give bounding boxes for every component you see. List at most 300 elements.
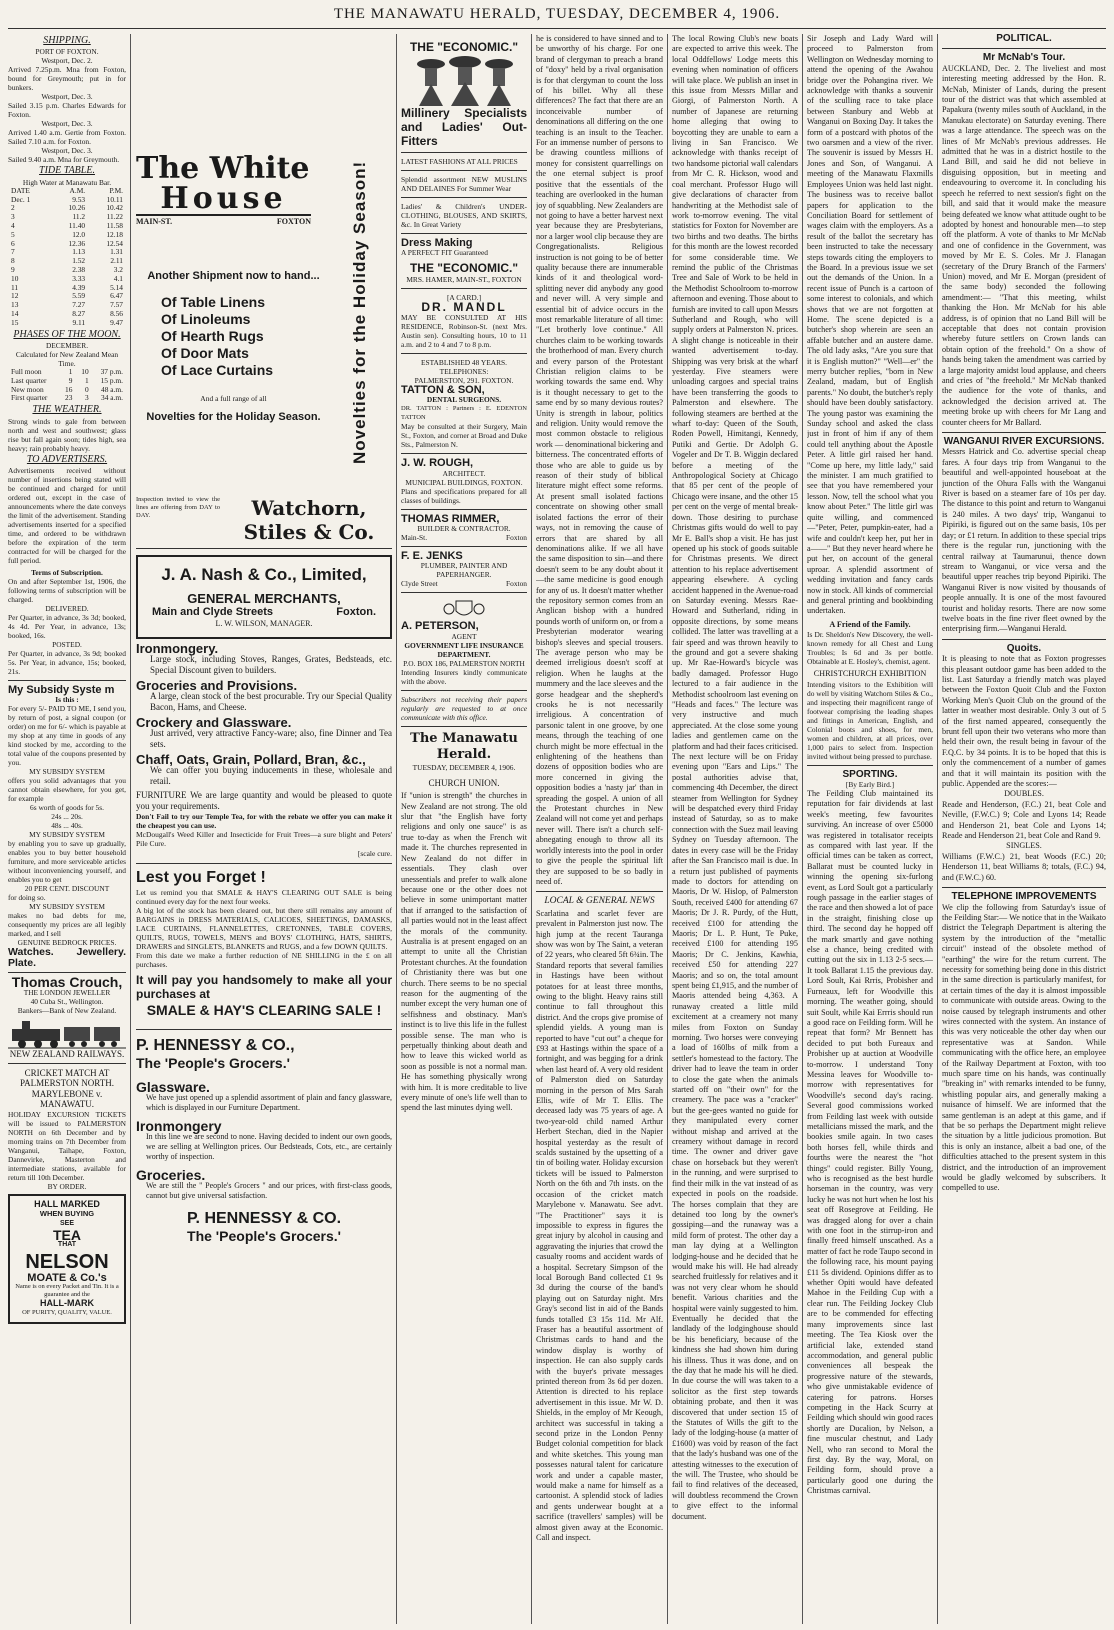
milliners: Millinery Specialists and Ladies' Out-Fitters: [401, 106, 527, 148]
jenks-town: Foxton: [506, 579, 527, 589]
mcnab-title: Mr McNab's Tour.: [982, 52, 1066, 64]
local-news-text: Scarlatina and scarlet fever are prevalent in Palmerston just now. The high jump at the recent Tauranga show was won by The Saint, a veteran of 22 years, who cleared 5ft 6¾in. The Standard reports that several families in Hastings have been without potatoes for at least three months, owing to the blight. Heavy rains still continue to fall throughout this district. And the crops give promise of splendid yields. A young man is reported to have "cut out" a cheque for £93 at Hastings within the space of a fortnight, and was begging for a drink when last heard of. A very old resident of Palmerston died on Saturday morning in the person of Mrs Sarah Ellis, wife of Mr T. Ellis. The deceased lady was 75 years of age. A two-year-old child named Arthur Herbert Stechan, died in the Napier hospital yesterday as the result of scalds sustained by the upsetting of a tin of boiling water. Holiday excursion tickets will be issued to Palmerston North on the 6th and 7th insts. on the occasion of the cricket match Marylebone v. Manawatu. See advt. "The Practitioner" says it is impossible to express in figures the great injury by alcohol in causing and aggravating the injuries that crowd the casualty rooms and accident wards of a hospital. Secretary Simpson of the local Borough Band collected £1 9s 3d during the course of the band's playing out on Saturday night. Mrs Gray's second list in aid of the Bands funds totalled £3 15s 11d. Mr Alf. Fraser has a beautiful assortment of Christmas cards to hand and the window display is worthy of inspection. He can also supply cards with the buyer's private messages printed thereon from 3s 6d per dozen. Attention is directed to his replace advertisement in this issue. Mr W. D. Shields, in the employ of Mr Keough, architect was successful in taking a second prize in the London Penny Budget colonial competition for black and white sketches. This young man possesses natural talent for caricature work and under a capable master, would make a name for himself as a cartoonist. A splendid stock of ladies and gents underwear bought at a sacrifice (travellers' samples) will be almost given away at the Economic. Call and inspect.: [536, 908, 663, 1543]
nash-streets-line: [142, 607, 386, 618]
tatton-text: May be consulted at their Surgery, Main St., Foxton, and corner at Broad and Duke Sts., Palmerston N.: [401, 422, 527, 450]
hennessy-name-2: P. HENNESSY & CO.: [186, 1210, 342, 1227]
palmerston-phone: PALMERSTON, 291. FOXTON.: [414, 375, 514, 385]
cricket-title: CRICKET MATCH AT PALMERSTON NORTH.: [20, 1068, 114, 1089]
tide-cell: 8.27: [72, 308, 86, 318]
inspection-note: Inspection invited to view the lines are offering from DAY to DAY.: [136, 496, 220, 519]
column-divider: [802, 34, 803, 1624]
discount-sub: for doing so.: [8, 893, 46, 903]
tea-that: THAT: [57, 1241, 77, 1249]
tide-header: P.M.: [109, 185, 123, 195]
tea-hallmark: HALL-MARK: [40, 1298, 94, 1309]
column-3: [401, 34, 527, 1624]
novelties-line: Novelties for the Holiday Season.: [146, 411, 321, 423]
divider: [942, 432, 1106, 433]
tide-cell: 8.56: [110, 308, 123, 318]
divider: [942, 639, 1106, 640]
moon-cell: 23: [65, 393, 73, 403]
moon-cell: 15 p.m.: [100, 375, 123, 385]
nash-foxton: Foxton.: [336, 606, 376, 618]
hamer-address: MRS. HAMER, MAIN-ST., FOXTON: [406, 275, 522, 285]
dateline: TUESDAY, DECEMBER 4, 1906.: [412, 762, 516, 772]
rimmer-address-line: [401, 533, 527, 542]
divider: [401, 288, 527, 289]
rimmer-town: Foxton: [506, 533, 527, 543]
holiday-text: HOLIDAY EXCURSION TICKETS will be issued to PALMERSTON NORTH on 6th December and by morning trains on 7th December from Wanganui, Taihape, Foxton, Dannevirke, Masterton and intermediate stations, available for return till 10th December.: [8, 1109, 126, 1182]
moon-table: [8, 368, 126, 403]
wanganui-title: WANGANUI RIVER EXCURSIONS.: [943, 436, 1105, 448]
white-house-title-2: House: [136, 184, 311, 216]
watchorn-name: Watchorn, Stiles & Co.: [243, 496, 375, 544]
tide-cell: 12.0: [72, 229, 86, 239]
posted-title: POSTED.: [52, 639, 82, 649]
jenks-address-line: [401, 579, 527, 588]
sporting-byline: [By Early Bird.]: [845, 779, 895, 789]
divider: [8, 1063, 126, 1064]
chaff-heading: Chaff, Oats, Grain, Pollard, Bran, &c.,: [136, 752, 366, 767]
local-news-continued: The local Rowing Club's new boats are expected to arrive this week. The local Oddfellows' Lodge meets this evening when nomination of officers will take place. We publish an inset in this issue from Messrs Millar and Giorgi, of Palmerston North. A number of Japanese are returning home alleging that owing to boycotting they are unable to earn a living in San Francisco. We acknowledge with thanks receipt of two handsome pictorial wall calendars from Mr C. R. Hickson, wood and coal merchant. Professor Hugo will give declarations of character from handwriting at the Methodist sale of work to-morrow evening. The vital statistics for Foxton for November are two births and two deaths. The births for this month are the lowest recorded for some considerable time. We remind the public of the Christmas Tree and Sale of Work to be held in the Methodist Schoolroom to-morrow afternoon and evening. Those about to furnish are invited to call upon Messrs Sutherland and Rough, who will supply orders at Palmerston N. prices. A slight change is noticeable in their wanted advertisement to-day. Shipping was very brisk at the wharf yesterday. Five steamers were unloading cargoes and special trains have been transferring the goods to Palmerston and elsewhere. The following steamers are berthed at the wharf to-day: Queen of the South, Roden Powell, Himitangi, Kennedy, Putiki and Gertie. Dr Adolph G. Vogeler and Dr T. B. Wiggin declared before a meeting of the Anthropological Society at Chicago that 85 per cent of the people of Chicago were insane, and the other 15 per cent on the verge of mental break-down. Those desiring to purchase Christmas gifts would do well to pay Mr E. Ball's shop a visit. He has just opened up his stock of goods suitable for Christmas presents. We direct attention to his replace advertisement appearing elsewhere. A cycling accident happened in the Avenue-road on Saturday evening. Messrs Rae-Howard and Sutherland, riding in opposite directions, by some means collided. The latter was travelling at a fair speed and was thrown heavily to the ground and got a severe shaking up. Mr Rae-Howard's bicycle was badly damaged. Professor Hugo lectured to a fair audience in the Methodist schoolroom last evening on "Heads and faces." The lecture was very instructive and much appreciated. At the close some young ladies and gentlemen came on the platform and had their faces criticised. The next lecture will be on Friday evening upon "Ears and Lips." The postal authorities advise that, commencing 4th December, the direct steamer from Wellington for Sydney will be despatched every third Friday instead of Saturday, so as to make connection with the Suez mail leaving Sydney on Tuesday afternoon. The dates in every case will be the Friday after the San Francisco mail is due. In a return just published of payments made to doctors for attending on Maoris, Dr W. Hislop, of Palmerston South, received £400 for attending 67 Maoris; Dr J. R. Purdy, of the Hutt, received £100 for attending the Maoris; Dr L. P. Hunt, Te Puke, received £100 for attending 195 Maoris; Dr C. Jenkins, Kawhia, received £50 for attending 227 Maoris; and so on, the total amount spent being £1,915, and the number of Maoris attended being 4,363. A runaway created a little mild excitement at a creamery not many miles from Foxton on Sunday morning. Two horses were conveying a load of 160lbs of milk from a settler's homestead to the factory. The driver had to leave the team in order to close the gate when the animals started off on "their own" for the creamery. The pace was a "cracker" but the gee-gees wanted no guide for they manipulated every corner without mishap and arrived at the creamery without damage in record time. The owner and driver gave chase on horseback but they weren't in the running, and were surprised to find their milk in the vat instead of as expected in pools on the roadside. The horses complain that they are detained too long by the owner's gossiping—and the runaway was a mild form of protest. The other day a man lay dying at a Wellington lodging-house and he decided that he would make his will. He had already searched fruitlessly for relatives and it was not very clear whom he should benefit. Various charities and the hospital were vainly suggested to him. Eventually he decided that the landlady of the lodginghouse should be his beneficiary, because of the kindness she had shown him during his illness. Thus it was done, and on the day that he made his will he died. In due course the will was taken to a solicitor as the first step towards obtaining probate, and then it was discovered that under section 15 of the Statutes of Wills the gift to the lady of the lodging-house (a matter of £1600) was void by reason of the fact that the lady's husband was one of the attesting witnesses to the execution of the will. The Trustee, who should be fail to find relatives of the deceased, will doubtless recommend the Crown to give effect to the informal document.: [672, 34, 798, 1521]
singles-heading: SINGLES.: [1006, 841, 1042, 851]
column-divider: [667, 34, 668, 1624]
divider: [401, 170, 527, 171]
rough-name: J. W. ROUGH,: [401, 457, 474, 470]
ship-note: Westport, Dec. 3.: [41, 119, 93, 129]
wanganui-text: Messrs Hatrick and Co. advertise special cheap fares. A four days trip from Wanganui to the beautiful and well-appointed houseboat at the junction of the Ohura Falls with the Wanganui River is based on a steamer fare of 10s per day. The distance to this point and return to Wanganui is 240 miles. A two days' trip, Wanganui to Pipiriki, is figured out on the same basis, 10s per day; or £1 return. In addition to these special trips there is the regular run, junctioning with the central railway at Taumarunui, thence down stream to Wanganui, or vice versa and the beautiful upper reaches trip beyond Pipiriki. The Wanganui River is now visited by thousands of people annually. It is one of the most favoured tourist and holiday resorts. There are now some twelve boats in the fine river fleet owned by the enterprising firm.—Wanganui Herald.: [942, 447, 1106, 634]
mandl-name: DR. MANDL: [421, 300, 507, 315]
column-2: [136, 34, 392, 1624]
advertisers-text: Advertisements received without number of insertions being stated will be continued and charged for until ordered out, except in the case of announcements where the date conveys the limit of the advertisement. Standing advertisements inserted for a specified time, and ordered to be withdrawn before the expiration of the term contracted for will be charged for the full period.: [8, 465, 126, 565]
tide-cell: 11.2: [72, 212, 86, 222]
ship-note: Westport, Dec. 3.: [41, 92, 93, 102]
tide-cell: 13: [11, 300, 19, 310]
glassware-heading: Glassware.: [136, 1079, 210, 1095]
nelson-tea-ad: [8, 1194, 126, 1324]
architect: ARCHITECT.: [442, 468, 486, 478]
subsidy-system-3: MY SUBSIDY SYSTEM: [29, 902, 105, 912]
groceries2-text: We are still the " People's Grocers " and our prices, with first-class goods, cannot but give universal satisfaction.: [146, 1181, 392, 1200]
divider: [942, 48, 1106, 49]
item-line: Of Lace Curtains: [161, 362, 274, 378]
port-name: PORT OF FOXTON.: [35, 47, 99, 57]
tide-cell: 2.11: [110, 256, 123, 266]
subsidy-list-item: 6s worth of goods for 5s.: [30, 803, 104, 813]
divider: [401, 592, 527, 593]
friend-text: Is Dr. Sheldon's New Discovery, the well-known remedy for all Chest and Lung Troubles; Is 6d and 3s per bottle. Obtainable at E. Hosley's, chemist, agent.: [807, 630, 933, 667]
tide-cell: 7: [11, 247, 15, 257]
church-union-text: If "union is strength" the churches in New Zealand are not strong. The old slur that "the English have forty religions and only one sauce" is as true to-day as when the French wit made it. The churches represented in New Zealand do not differ in essentials. They clash over unessentials and prefer to walk alone because one or the other does not believe in some unimportant matter that if arranged to the satisfaction of all parties would not in the least affect the morals of the community. Australia is at present engaged on an attempt to unite all the Christian Protestant churches. At the foundation of Christianity there was but one church. There seems to be no special reason for the augmenting of the number except the very human one of selfishness and obstinacy. Man's instinct is to live this life in the fullest possible sense. The man who is perpetually thinking about death and how to leave this wicked world as soon as possible is not a normal man. He has something physically wrong with him. It is more creditable to live every minute of one's life well than to spend the last minutes dying well.: [401, 791, 527, 1113]
column-1: [8, 34, 126, 1624]
hennessy-name: P. HENNESSY & CO.,: [136, 1037, 295, 1054]
sporting-text: The Feilding Club maintained its reputation for fair dividends at last week's meeting, few favourites surviving. An increase of over £5000 was registered in totalisator receipts as compared with last year. If the official times can be taken as correct, Ballarat must be counted lucky in winning the opening six-furlong event, as Lord Soult got a particularly rough passage in the earlier stages of the race and then showed a lot of pace in the straight, finishing close up third. The second day he hopped off the mark smartly and gave nothing else a chance, being credited with cutting out the six in 1.13 2-5 secs.—It took Ballarat 1.15 the previous day. Lord Soult, Kai Rrris, Probisher and Furneaux, left for Woodville this morning. The weather going, should suit Soult, while Kai Errris should run a good race on Feilding form. Will he repeat that form? Mr Bennett has decided to put both Fureaux and Probisher up at auction at Woodville to-morrow. I understand Tony Messina leaves for Woodville to-morrow with representatives for Woodville's second day's racing. Several good commissions worked from Feilding last week with outside metallicians missed the mark, and the bookies smile again. In two cases both horses fell, while thirds and fourths were the nearest the "hot things" could register. Billy Young, who is recognised as the best hurdle horseman in the country, was very lucky he was not hurt when he lost his seat off Rosegrove at Feilding. He was dragged along for over a chain with one foot in the stirrup-iron and finally freed himself unscathed. As a matter of fact he rode Taupo second in the following race, his mount paying £11 5s dividend. Opinions differ as to whether Opiti would have defeated Mahoe in the Feilding Cup with a clear run. The Feilding Jockey Club are to be commended for effecting many improvements since last meeting. The Tea Kiosk over the artificial lake, extended stand accommodation, and general public conveniences all bespeak the progressive nature of the stewards, who give unmistakable evidence of catering for patrons. Horses competing in the Hack Scurry at Feilding which should win good races shortly are Ducalion, by Nelson, a fine muscular chestnut, and Lady Nell, who ran second to Moral the first day. By the way, Moral, on Feilding form, should prove a particularly good one during the Christmas carnival.: [807, 788, 933, 1496]
tide-cell: 8: [11, 256, 15, 266]
subsidy-list-item: 48s ... 40s.: [51, 821, 83, 831]
column-divider: [396, 34, 397, 1624]
tea-moate: MOATE & Co.'s: [27, 1271, 107, 1284]
sporting-title: SPORTING.: [842, 768, 898, 780]
jenks-name: F. E. JENKS: [401, 550, 463, 563]
tide-cell: 2.38: [72, 264, 86, 274]
peoples-grocers: The 'People's Grocers.': [136, 1055, 290, 1071]
divider: [807, 765, 933, 766]
tea-word: TEA: [53, 1226, 81, 1243]
moon-title: PHASES OF THE MOON.: [13, 328, 121, 340]
po-box: P.O. BOX 186, PALMERSTON NORTH: [403, 658, 525, 668]
divider: [136, 548, 392, 549]
rimmer-name: THOMAS RIMMER,: [401, 512, 500, 525]
tide-cell: 12.54: [106, 238, 123, 248]
telephones: TELEPHONES:: [439, 366, 489, 376]
divider: [8, 972, 126, 973]
local-news-title: LOCAL & GENERAL NEWS: [544, 896, 655, 907]
tide-row: [8, 310, 126, 319]
train-illustration: [8, 1015, 126, 1049]
tide-cell: 10.11: [106, 194, 123, 204]
tide-header: DATE: [11, 185, 30, 195]
tide-sub: High Water at Manawatu Bar.: [22, 177, 112, 187]
tide-row: [8, 301, 126, 310]
chaff-text: We can offer you buying inducements in these, wholesale and retail.: [150, 765, 392, 786]
subsidy-body: For every 5/- PAID TO ME, I send you, by return of post, a signal coupon (or order) on me for 6/- which is payable at my shop at any time in goods of any kind stocked by me, according to the total value of the coupons presented by you.: [8, 704, 126, 768]
peterson-agent: AGENT: [451, 631, 477, 641]
crouch-name: Thomas Crouch,: [11, 974, 123, 991]
tide-row: [8, 266, 126, 275]
card-label: [A CARD.]: [446, 293, 482, 303]
political-title: POLITICAL.: [996, 34, 1052, 44]
tatton-name: TATTON & SON,: [401, 383, 485, 396]
moon-cell: 3: [84, 393, 89, 403]
dental-surgeons: DENTAL SURGEONS.: [426, 395, 502, 405]
tide-cell: 9: [11, 264, 15, 274]
groceries2-heading: Groceries.: [136, 1167, 206, 1183]
weather-text: Strong winds to gale from between north and west and southwest; glass rise but fall again soon; tides high, sea heavy; rain probably heavy.: [8, 416, 126, 453]
item-line: Of Linoleums: [161, 311, 251, 327]
tide-cell: 11: [11, 282, 19, 292]
tide-cell: 4.39: [72, 282, 86, 292]
lest-text-3: From this date we make a further reduction of NE SHILLING in the £ on all purchases.: [136, 951, 392, 969]
nash-streets: Main and Clyde Streets: [152, 606, 274, 618]
white-house-ad: [136, 151, 392, 484]
nash-ad: [136, 555, 392, 639]
ship-note: Westport, Dec. 2.: [41, 56, 93, 66]
tide-cell: 1.52: [72, 256, 86, 266]
railways-title: NEW ZEALAND RAILWAYS.: [9, 1048, 125, 1059]
furniture-line: FURNITURE We are large quantity and would be pleased to quote you your requirements.: [136, 790, 392, 811]
tide-cell: 5.14: [110, 282, 123, 292]
smale-hay: SMALE & HAY'S CLEARING SALE !: [146, 1002, 382, 1018]
divider: [536, 891, 663, 892]
latest-fashions: LATEST FASHIONS AT ALL PRICES: [401, 157, 518, 166]
moon-row: [8, 394, 126, 403]
watchorn-ad: [136, 496, 392, 544]
tide-cell: 1.31: [110, 247, 123, 257]
tide-row: [8, 292, 126, 301]
tide-cell: 7.27: [72, 300, 86, 310]
tide-cell: 15: [11, 317, 19, 327]
tide-cell: 5.59: [72, 291, 86, 301]
mandl-text: MAY BE CONSULTED AT HIS RESIDENCE, Robinson-St. (next Mrs. Austin sen). Consulting hours, 10 to 11 a.m. and 2 to 4 and 7 to 8 p.m.: [401, 312, 527, 349]
column-7: [942, 34, 1106, 1624]
subscribers-note: Subscribers not receiving their papers regularly are requested to at once communicate with this office.: [401, 694, 527, 722]
tide-cell: Dec. 1: [11, 194, 31, 204]
subsidy-system-2: MY SUBSIDY SYSTEM: [29, 830, 105, 840]
jenks-address: Clyde Street: [401, 579, 438, 589]
item-line: Of Door Mats: [161, 345, 249, 361]
tide-cell: 5: [11, 229, 15, 239]
subsidy-text-1: offers you solid advantages that you cannot obtain elsewhere, for you get, for example: [8, 776, 126, 804]
divider: [401, 690, 527, 691]
novelties-vertical: Novelties for the Holiday Season!: [350, 160, 369, 464]
mcdougall: McDougall's Weed Killer and Insecticide for Fruit Trees—a sure blight and Peters' Pile Cure.: [136, 830, 392, 848]
tide-row: [8, 240, 126, 249]
moon-cell: 37 p.m.: [100, 366, 123, 376]
cricket-sub: MARYLEBONE v. MANAWATU.: [31, 1088, 103, 1110]
moon-cell: 1: [84, 375, 89, 385]
column-divider: [937, 34, 938, 1624]
range-line: And a full range of all: [200, 394, 267, 403]
tea-see: SEE: [59, 1220, 74, 1228]
tide-cell: 3.2: [113, 264, 123, 274]
divider: [401, 726, 527, 727]
doubles-text: Reade and Henderson, (F.C.) 21, beat Cole and Neville, (F.W.C.) 9; Cole and Lyons 14; Reade and Henderson 21, beat Cole and Lyons 14; Reade and Henderson 21, beat Cole and Rand 9.: [942, 799, 1106, 841]
tea-nelson: NELSON: [25, 1250, 109, 1273]
tide-row: [8, 319, 126, 328]
moon-cell: 10: [81, 366, 89, 376]
subsidy-title: My Subsidy Syste m: [8, 683, 115, 696]
tide-cell: 6.47: [110, 291, 123, 301]
divider: [136, 1029, 392, 1030]
rimmer-address: Main-St.: [401, 533, 428, 543]
nash-manager: L. W. WILSON, MANAGER.: [215, 619, 313, 628]
divider: [401, 197, 527, 198]
rough-address: MUNICIPAL BUILDINGS, FOXTON.: [405, 477, 523, 487]
terms-title: Terms of Subscription.: [31, 567, 103, 577]
telephone-title: TELEPHONE IMPROVEMENTS: [951, 891, 1097, 903]
advertisers-title: TO ADVERTISERS.: [26, 453, 108, 465]
watches-line: Watches. Jewellery. Plate.: [8, 946, 126, 969]
ironmongery-text: Large stock, including Stoves, Ranges, Grates, Bedsteads, etc. Special Discount given to builders.: [150, 654, 392, 675]
quoits-text: It is pleasing to note that as Foxton progresses this pleasant outdoor game has been added to the list. Last Saturday a friendly match was played between the Foxton Quoit Club and the Foxton Working Men's Quoit Club on the ground of the latter in weather most desirable. Only 3 out of 5 of the first named appeared, consequently the brunt fell upon their two veterans who more than held their own, the result being in favour of the F.Q.C. by 34 points. It is to be hoped that this is only the commencement of a number of games and that it will maintain its position with the public. Appended are the scores:—: [942, 654, 1106, 789]
church-union-title: CHURCH UNION.: [428, 777, 500, 788]
ship-note: Sailed 3.15 p.m. Charles Edwards for Foxton.: [8, 101, 126, 120]
nash-merchants: GENERAL MERCHANTS,: [187, 591, 341, 606]
glassware-text: We have just opened up a splendid assortment of plain and fancy glassware, which is displayed in our Furniture Department.: [146, 1093, 392, 1112]
divider: [401, 453, 527, 454]
crouch-address: 40 Cuba St., Wellington.: [30, 996, 104, 1006]
pay-line: It will pay you handsomely to make all your purchases at: [136, 973, 392, 1001]
tide-cell: 3: [11, 212, 15, 222]
govt-insurance: GOVERNMENT LIFE INSURANCE DEPARTMENT.: [404, 640, 524, 659]
tide-cell: 6: [11, 238, 15, 248]
lest-text-2: A big lot of the stock has been cleared out, but there still remains any amount of BARGAINS in DRESS MATERIALS, CALICOES, SHEETINGS, DAMASKS, LACE CURTAINS, FLANNELETTES, CRETONNES, TABLE COVERS, QUILTS, RUGS, TOWELS, MEN'S and BOYS' CLOTHING, HATS, SHIRTS, DRAWERS and SINGLETS, BLANKETS and RUGS, and a few DOWN QUILTS.: [136, 906, 392, 951]
ladies-underclothing: Ladies' & Children's UNDER-CLOTHING, BLOUSES, AND SKIRTS, &c. In Great Variety: [401, 202, 527, 229]
column-5: [672, 34, 798, 1624]
tide-cell: 7.57: [110, 300, 123, 310]
tide-cell: 10.42: [106, 203, 123, 213]
crockery-text: Just arrived, very attractive Fancy-ware; also, fine Dinner and Tea sets.: [150, 728, 392, 749]
delivered-title: DELIVERED.: [45, 603, 89, 613]
masthead: The Manawatu Herald.: [410, 730, 518, 762]
exhibition-text: Intending visitors to the Exhibition will do well by visiting Watchorn Stiles & Co., and inspecting their magnificent range of footwear comprising the leading shapes and fittings in American, English, and Colonial boots and shoes, for men, women and children, at all prices, over 1,000 pairs to select from. Inspection invited without being pressed to purchase.: [807, 679, 933, 761]
ship-note: Sailed 9.40 a.m. Mna for Greymouth.: [8, 155, 120, 165]
tide-row: [8, 257, 126, 266]
ironmongery2-heading: Ironmongery: [136, 1118, 222, 1134]
ship-note: Arrived 7.25p.m. Mna from Foxton, bound for Greymouth; put in for bunkers.: [8, 65, 126, 93]
divider: [401, 546, 527, 547]
tide-title: TIDE TABLE.: [39, 165, 95, 177]
exhibition-title: CHRISTCHURCH EXHIBITION: [813, 669, 927, 679]
divider: [942, 887, 1106, 888]
wh-foxton: FOXTON: [276, 217, 311, 226]
tatton-partners: DR. TATTON : Partners : E. EDENTON TATTON: [401, 405, 527, 422]
ironmongery2-text: In this line we are second to none. Having decided to indent our own goods, we are selling at Wellington prices. Our Bedsteads, Cots, etc., are certainly worthy of inspection.: [146, 1132, 392, 1161]
crouch-sub: THE LONDON JEWELLER: [23, 987, 111, 997]
column-4: [536, 34, 663, 1624]
ladies-illustration: [401, 54, 527, 106]
local-news-continued-2: Sir Joseph and Lady Ward will proceed to Palmerston from Wellington on Wednesday morning to attend the opening of the Awahou bridge over the Pohangina river. We acknowledge with thanks a souvenir of the sculling race to take place between Stanbury and Webb at Wanganui on Boxing Day. It takes the form of a postcard with photos of the two oarsmen and a view of the river. The souvenir is issued by Messrs H. Jones and Son, of Wanganui. A meeting of the Manawatu Flaxmills Employees Union was held last night. The business was to receive ballot papers for application to the Conciliation Board for settlement of wages claim with the employers. As a result of the ballot the secretary has been instructed to take the necessary steps towards citing the employers to the Board. In a previous issue we set out the demands of the Union. In a recent issue of Punch is a cartoon of some interest to colonials, and which shows that we are not forgotten at Home. The scene depicted is a butcher's shop wherein are seen an affable butcher and an austere dame. The old lady asks, "Are you sure that it is English mutton?" "Well—er" the merry butcher replies, "born in New Zealand, madam, but of English parents." No doubt, the butcher's reply should have been doubly satisfactory. The young pastor was examining the Sunday school and asked the class just in front of him if any of them could tell anything about the Apostle Peter. A little girl raised her hand. "Come up here, my little lady," said the minister. I am much gratified to see that you have remembered your lesson. Now, tell the school what you know about Peter." The little girl was quite willing, and commenced—"Peter, Peter, pumpkin-eater, had a wife and couldn't keep her, put her in a——" But they never heard where he put her, on account of the general uproar. A splendid assortment of wedding invitation and fancy cards now in stock. All kinds of commercial and general printing and bookbinding undertaken.: [807, 34, 933, 616]
jenks-sub: PLUMBER, PAINTER AND PAPERHANGER.: [420, 561, 508, 580]
delivered-text: Per Quarter, in advance, 3s 3d; booked, 4s 4d. Per Year, in advance, 13s; booked, 16s.: [8, 612, 126, 640]
mcnab-text: AUCKLAND, Dec. 2. The liveliest and most interesting meeting addressed by the Hon. R. McNab, Minister of Lands, during the present tour of the district was that which assembled at Papakura (twenty miles south of Auckland, in the Manukau electorate) on Saturday evening. There was a large attendance. The speech was on the lines of Mr McNab's previous addresses. He admitted that he was in a district hostile to the Land Bill, and said he did not believe in disguising opposition, but in meeting and endeavouring to overcome it. In concluding his speech he referred to next session's fight on the bill, and said that it would make the measure being defeated we know what attitude ought to be adopted by honest and honourable men—to step off the platform. A vote of thanks to Mr McNab and one of confidence in the Government, was moved by Mr E. S. Coles. Mr J. Flanagan (secretary of the Drury Branch of the Farmers' Union) moved, and Mr E. Morgan (president of the same body) seconded the following amendment:— "That this meeting, whilst thanking the Hon. Mr McNab for his able address, is of opinion that no Land Bill will be acceptable that does not contain provision whereby future settlers on Crown lands can obtain option of the freehold." On a show of hands being taken the amendment was carried by a large majority amidst loud applause, and cheers and cries of "the freehold." Mr McNab thanked the audience for the vote of thanks, and acknowledged the decision arrived at. The meeting broke up with cheers for Mr Lang and counter cheers for Mr Ballard.: [942, 63, 1106, 427]
divider: [401, 152, 527, 153]
ship-notes: [8, 56, 126, 164]
moon-month: DECEMBER.: [45, 340, 89, 350]
moon-cell: 1: [68, 366, 73, 376]
moon-cell: 0: [84, 384, 89, 394]
tide-cell: 4: [11, 221, 15, 230]
crockery-heading: Crockery and Glassware.: [136, 715, 292, 730]
moon-cell: First quarter: [11, 393, 48, 403]
moon-cell: Full moon: [11, 366, 42, 376]
shipping-title: SHIPPING.: [43, 35, 91, 46]
tide-cell: 11.58: [106, 221, 123, 230]
wh-main: MAIN-ST.: [136, 217, 173, 226]
telephone-text: We clip the following from Saturday's issue of the Feilding Star:— We notice that in the Waikato district the Telegraph Department is altering the system by the introduction of the "metallic circuit" instead of the obsolete method of "earthing" the wire for the return current. The necessity for something being done in this district in the same direction is particularly manifest, for at certain times of the day it is almost impossible to communicate with outside areas. Owing to the noise caused by telegraph instruments and other wires connected with the system. An instance of this was very noticeable the other day when our representative was at Sandon. While communicating with the office here, an employee of the Railway Department at Foxton, with too much spare time on his hands, was continually "breaking in" with remarks intended to be funny, whistling popular airs, and generally making a nuisance of himself. We are informed that the same gentleman is an adept at this game, and if that be so perhaps the Department might relieve the situation by a little judicious promotion. But this is only an instance, albeit a bad one, of the difficulties attached to the present system in this district, and the introduction of an improvement would be gladly welcomed by subscribers. It compelled to use.: [942, 902, 1106, 1193]
established: ESTABLISHED 48 YEARS.: [421, 357, 507, 367]
quoits-title: Quoits.: [1006, 642, 1042, 654]
dress-making: Dress Making: [401, 237, 473, 249]
peterson-name: A. PETERSON,: [401, 620, 479, 633]
tide-cell: 11.22: [106, 212, 123, 222]
tea-quality: OF PURITY, QUALITY, VALUE.: [22, 1309, 112, 1317]
tide-cell: 4.1: [113, 273, 123, 283]
tide-cell: 2: [11, 203, 15, 213]
insurers-note: Intending Insurers kindly communicate with the above.: [401, 667, 527, 686]
divider: [401, 233, 527, 234]
weather-title: THE WEATHER.: [32, 404, 102, 416]
item-line: Of Table Linens: [161, 294, 265, 310]
tide-cell: 12: [11, 291, 19, 301]
ironmongery-heading: Ironmongery.: [136, 641, 219, 656]
tide-header: A.M.: [69, 185, 86, 195]
temple-tea: Don't Fail to try our Temple Tea, for with the rebate we offer you can make it the cheapest you can use.: [136, 812, 392, 830]
tide-cell: 14: [11, 308, 19, 318]
divider: [401, 509, 527, 510]
lest-text-1: Let us remind you that SMALE & HAY'S CLEARING OUT SALE is being continued every day for the next four weeks.: [136, 888, 392, 906]
item-line: Of Hearth Rugs: [161, 328, 264, 344]
moon-cell: Last quarter: [11, 375, 47, 385]
tide-cell: 10.26: [68, 203, 86, 213]
tide-cell: 1.13: [72, 247, 86, 257]
tea-note: Name is on every Packet and Tin. It is a guarantee and the: [15, 1283, 119, 1298]
white-house-title-1: The White: [136, 151, 310, 186]
subsidy-is: Is this :: [55, 695, 79, 705]
moon-cell: New moon: [11, 384, 44, 394]
white-house-address: [136, 216, 311, 227]
scale-cure: [scale cure.: [357, 849, 392, 858]
column-6: [807, 34, 933, 1624]
perfect-fit: A PERFECT FIT Guaranteed: [401, 248, 488, 258]
tea-hall: HALL MARKED: [34, 1198, 100, 1209]
moon-sub: Calculated for New Zealand Mean Time.: [15, 349, 119, 368]
crouch-bank: Bankers—Bank of New Zealand.: [17, 1005, 117, 1015]
divider: [136, 863, 392, 864]
tide-cell: 12.18: [106, 229, 123, 239]
moon-cell: 9: [68, 375, 73, 385]
subsidy-system-1: MY SUBSIDY SYSTEM: [29, 767, 105, 777]
genuine-prices: GENUINE BEDROCK PRICES.: [17, 938, 117, 948]
column-divider: [531, 34, 532, 1624]
tide-cell: 12.36: [68, 238, 86, 248]
economic-title-2: THE "ECONOMIC.": [409, 261, 519, 276]
tide-cell: 10: [11, 273, 19, 283]
groceries-heading: Groceries and Provisions.: [136, 678, 298, 693]
coat-of-arms-icon: [401, 597, 527, 621]
shipment-line: Another Shipment now to hand...: [147, 270, 320, 282]
rimmer-sub: BUILDER & CONTRACTOR.: [417, 524, 511, 534]
tide-cell: 9.47: [110, 317, 123, 327]
tide-cell: 3.33: [72, 273, 86, 283]
groceries-text: A large, clean stock of the best procurable. Try our Special Quality Bacon, Hams, and Cheese.: [150, 691, 392, 712]
page-header: THE MANAWATU HERALD, TUESDAY, DECEMBER 4, 1906.: [333, 6, 781, 22]
church-union-continued: he is considered to have sinned and to be unworthy of his charge. For one brand of clergyman to preach a brand of "doxy" held by a rival organisation is for that clergyman to count the loss of his billet. Why all these differences? The fact that there are an inconceivable number of denominations all differing on the one teaching is an insult to the Teacher. For an immense number of persons to be drawing countless millions of money for consistent quarrellings on the one eternal subject is proof positive that the essentials of the teaching are overlooked in the human joy of squabbling. New Zealanders are not going to have a better harvest next year because they are Presbyterians, nor a larger wool clip because they are Congregationalists. Religious instruction is not going to be of better quality because there are innumerable kinds of it and theological word-splitting never did anybody any good and never will. A very simple and essential bit of advice occurs in the most remarkable literature of all time: "Let brotherly love continue." All churches claim to be working towards the brotherhood of man. Every church and every parson of the Protestant Christian religion claims to be working towards the same end. Why is it thought necessary to get to the same end by so many devious routes? Unity is strength in labour, politics and religion. Unity would remove the most common obstacle to religious work — denominational bickering and bitterness. The concentrated efforts of those who are able to guide us by reason of their study of biblical literature might effect some reforms. At present small isolated factions concentrate on showing other small isolated factions the error of their ways, not in removing the cause of errors that are shared by all denominations alike. If we all have the same disposition to sin—and there doesn't seem to be any doubt about it—the same medicine is good enough for any of us. It doesn't matter whether the repository sermon comes from an Anglican bishop with a hundred pounds worth of uniform on, or from a Presbyterian moderator wearing bishop's sleeves and special trousers. The average person who may be deemed irreligious doesn't scoff at religion. When he laughs at the mummery and the lace sleeves and the gorse headgear and the shepherd's crooks he is not necessarily irreligious. A concentration of parsonic talent in one groove, by one means, through the teaching of one church might be more effectual in the enlightening of the heathens than dozens of opposition bodies who are more concerned in giving the opposition bodies a 'nasty jar' than in spreading the gospel. A union of all the Protestant churches in New Zealand will not come yet and perhaps never will. There isn't a church self-abnegating enough to throw all its worldly interests into the pool in order to give the people the spiritual lift they are supposed to be so badly in need of.: [536, 34, 663, 886]
nash-title: J. A. Nash & Co., Limited,: [161, 565, 367, 584]
friend-title: A Friend of the Family.: [829, 619, 911, 629]
doubles-heading: DOUBLES.: [1004, 789, 1044, 799]
tide-row: [8, 284, 126, 293]
discount: 20 PER CENT. DISCOUNT: [24, 884, 110, 894]
divider: [8, 680, 126, 681]
singles-text: Williams (F.W.C.) 21, beat Woods (F.C.) 20; Henderson 11, beat Williams 8; totals, (F.C.) 94, and (F.W.C.) 60.: [942, 851, 1106, 882]
posted-text: Per Quarter, in advance, 3s 9d; booked 5s. Per Year, in advance, 15s; booked, 21s.: [8, 648, 126, 676]
moon-cell: 48 a.m.: [101, 384, 123, 394]
economic-title: THE "ECONOMIC.": [409, 40, 519, 54]
terms-text: On and after September 1st, 1906, the following terms of subscription will be charged.: [8, 576, 126, 604]
moon-cell: 34 a.m.: [101, 393, 123, 403]
tide-table: [8, 187, 126, 328]
rough-text: Plans and specifications prepared for all classes of buildings.: [401, 486, 527, 505]
column-divider: [130, 34, 131, 1624]
subsidy-text-3: makes no bad debts for me, consequently my prices are all legibly marked, and I sell: [8, 911, 126, 939]
header-rule: [8, 28, 1106, 29]
by-order: BY ORDER.: [47, 1181, 87, 1191]
tea-buying: WHEN BUYING: [39, 1209, 95, 1219]
subsidy-list-item: 24s ... 20s.: [51, 812, 83, 822]
divider: [401, 353, 527, 354]
tide-cell: 9.11: [72, 317, 86, 327]
tide-cell: 11.40: [68, 221, 86, 230]
tide-row: [8, 275, 126, 284]
splendid-assortment: Splendid assortment NEW MUSLINS AND DELAINES For Summer Wear: [401, 175, 527, 193]
ship-note: Arrived 1.40 a.m. Gertie from Foxton. Sailed 7.10 a.m. for Foxton.: [8, 128, 126, 147]
subsidy-text-2: by enabling you to save up gradually, enables you to buy better household furniture, and more serviceable articles without inconveniencing yourself, and enables you to get: [8, 839, 126, 885]
tide-row: [8, 248, 126, 257]
tide-cell: 9.53: [72, 194, 86, 204]
lest-forget: Lest you Forget !: [136, 869, 266, 886]
ship-note: Westport, Dec. 3.: [41, 146, 93, 156]
